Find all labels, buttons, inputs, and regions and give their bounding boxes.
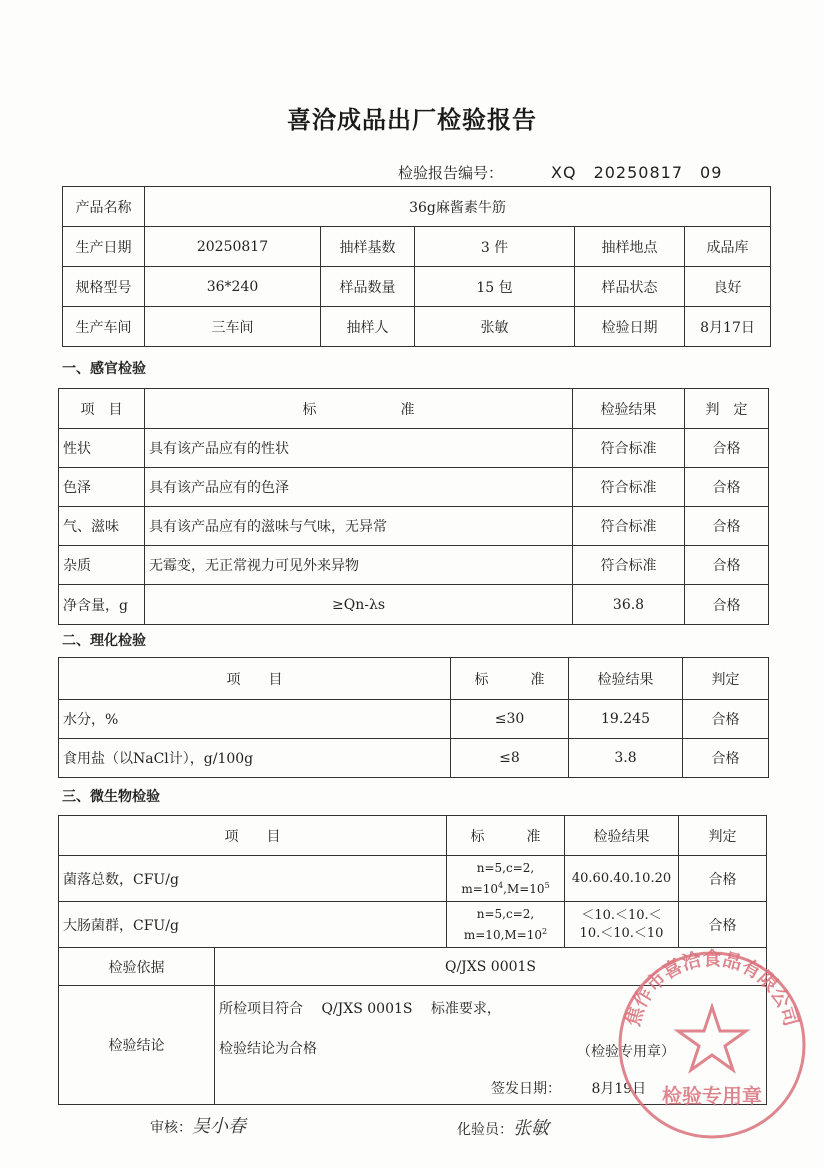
micro-std-line1: n=5,c=2, (476, 860, 535, 875)
stamp-ring-text: 焦作市喜洽食品有限公司 (621, 948, 803, 1029)
table-row (59, 468, 769, 507)
physchem-std: ≤8 (451, 739, 569, 778)
reviewer (150, 1112, 246, 1138)
sensory-result: 36.8 (573, 585, 685, 625)
micro-std-part: m=10,M=10 (463, 927, 543, 942)
basis-label: 检验依据 (59, 948, 215, 986)
stamp-star-icon (678, 1007, 746, 1070)
physchem-judge: 合格 (683, 739, 769, 778)
physchem-header-item: 项 目 (59, 658, 451, 700)
sample-place: 成品库 (685, 227, 771, 267)
prod-date-label: 生产日期 (63, 227, 145, 267)
issue-date-label: 签发日期： (491, 1081, 561, 1097)
micro-heading: 三、微生物检验 (62, 789, 160, 805)
physchem-item: 食用盐（以NaCl计），g/100g (59, 739, 451, 778)
product-name-label: 产品名称 (63, 187, 145, 227)
physchem-header-std: 标 准 (451, 658, 569, 700)
micro-std-exp: 4 (498, 880, 504, 890)
micro-std (447, 856, 565, 902)
sensory-result: 符合标准 (573, 546, 685, 585)
sensory-item: 气、滋味 (59, 507, 145, 546)
sensory-header-item: 项 目 (59, 389, 145, 429)
table-row (59, 856, 767, 902)
physchem-std: ≤30 (451, 700, 569, 739)
tester-signature: 张敏 (513, 1118, 549, 1139)
inspect-date: 8月17日 (685, 307, 771, 347)
table-row (59, 429, 769, 468)
physchem-judge: 合格 (683, 700, 769, 739)
sensory-std: 无霉变，无正常视力可见外来异物 (145, 546, 573, 585)
micro-judge: 合格 (679, 902, 767, 948)
micro-item: 大肠菌群，CFU/g (59, 902, 447, 948)
sensory-header-result: 检验结果 (573, 389, 685, 429)
table-row (59, 546, 769, 585)
report-number (398, 160, 722, 183)
micro-std-exp: 2 (542, 926, 548, 936)
sampler-label: 抽样人 (321, 307, 415, 347)
physchem-heading: 二、理化检验 (62, 633, 146, 649)
sensory-header-judge: 判 定 (685, 389, 769, 429)
sensory-judge: 合格 (685, 468, 769, 507)
conclusion-label: 检验结论 (59, 986, 215, 1105)
micro-header-result: 检验结果 (565, 816, 679, 856)
product-name: 36g麻酱素牛筋 (145, 187, 771, 227)
table-row (59, 585, 769, 625)
physchem-item: 水分，% (59, 700, 451, 739)
inspection-stamp (612, 945, 812, 1145)
physchem-result: 19.245 (569, 700, 683, 739)
sensory-item: 杂质 (59, 546, 145, 585)
report-number-value: XQ 20250817 09 (551, 163, 723, 182)
sample-state: 良好 (685, 267, 771, 307)
sensory-judge: 合格 (685, 429, 769, 468)
reviewer-signature: 吴小春 (192, 1116, 246, 1137)
physchem-result: 3.8 (569, 739, 683, 778)
issue-date: 8月19日 (591, 1081, 647, 1097)
seal-note: （检验专用章） (577, 1044, 675, 1060)
sampler: 张敏 (415, 307, 575, 347)
physchem-header-judge: 判定 (683, 658, 769, 700)
sensory-item: 色泽 (59, 468, 145, 507)
table-row (59, 507, 769, 546)
info-table (62, 186, 771, 347)
physchem-table (58, 657, 769, 778)
report-title: 喜洽成品出厂检验报告 (287, 106, 537, 134)
tester-label: 化验员： (457, 1122, 513, 1138)
sample-base-label: 抽样基数 (321, 227, 415, 267)
sample-qty: 15 包 (415, 267, 575, 307)
micro-std-line2 (451, 877, 560, 898)
micro-std (447, 902, 565, 948)
sensory-item: 净含量，g (59, 585, 145, 625)
sensory-result: 符合标准 (573, 507, 685, 546)
basis-value: Q/JXS 0001S (215, 948, 767, 986)
sensory-std: ≥Qn-λs (145, 585, 573, 625)
sensory-std: 具有该产品应有的色泽 (145, 468, 573, 507)
table-row (59, 700, 769, 739)
conclusion-line1: 所检项目符合 Q/JXS 0001S 标准要求， (219, 1001, 501, 1017)
micro-header-std: 标 准 (447, 816, 565, 856)
micro-result-line1: ＜10.＜10.＜ (581, 907, 662, 923)
physchem-header-result: 检验结果 (569, 658, 683, 700)
micro-item: 菌落总数，CFU/g (59, 856, 447, 902)
micro-std-line2 (451, 923, 560, 944)
report-number-label: 检验报告编号： (398, 164, 504, 182)
sample-qty-label: 样品数量 (321, 267, 415, 307)
sensory-heading: 一、感官检验 (62, 361, 146, 377)
sensory-std: 具有该产品应有的性状 (145, 429, 573, 468)
workshop-label: 生产车间 (63, 307, 145, 347)
sensory-result: 符合标准 (573, 429, 685, 468)
sensory-judge: 合格 (685, 546, 769, 585)
stamp-bottom-text: 检验专用章 (662, 1084, 762, 1108)
micro-result: 40.60.40.10.20 (565, 856, 679, 902)
spec: 36*240 (145, 267, 321, 307)
sample-state-label: 样品状态 (575, 267, 685, 307)
micro-result-line2: 10.＜10.＜10 (579, 925, 664, 941)
sensory-judge: 合格 (685, 585, 769, 625)
table-row (59, 902, 767, 948)
micro-std-line1: n=5,c=2, (476, 906, 535, 921)
micro-std-part: ,M=10 (503, 881, 545, 896)
inspect-date-label: 检验日期 (575, 307, 685, 347)
micro-std-exp: 5 (544, 880, 550, 890)
micro-result (565, 902, 679, 948)
reviewer-label: 审核： (150, 1120, 192, 1136)
sensory-table (58, 388, 769, 625)
sample-base: 3 件 (415, 227, 575, 267)
sensory-item: 性状 (59, 429, 145, 468)
prod-date: 20250817 (145, 227, 321, 267)
sensory-judge: 合格 (685, 507, 769, 546)
micro-header-item: 项 目 (59, 816, 447, 856)
workshop: 三车间 (145, 307, 321, 347)
tester (457, 1114, 549, 1140)
table-row (59, 739, 769, 778)
micro-std-part: m=10 (461, 881, 499, 896)
sensory-std: 具有该产品应有的滋味与气味，无异常 (145, 507, 573, 546)
sample-place-label: 抽样地点 (575, 227, 685, 267)
micro-header-judge: 判定 (679, 816, 767, 856)
micro-judge: 合格 (679, 856, 767, 902)
sensory-header-std: 标 准 (145, 389, 573, 429)
conclusion-line2: 检验结论为合格 (219, 1041, 317, 1057)
sensory-result: 符合标准 (573, 468, 685, 507)
spec-label: 规格型号 (63, 267, 145, 307)
